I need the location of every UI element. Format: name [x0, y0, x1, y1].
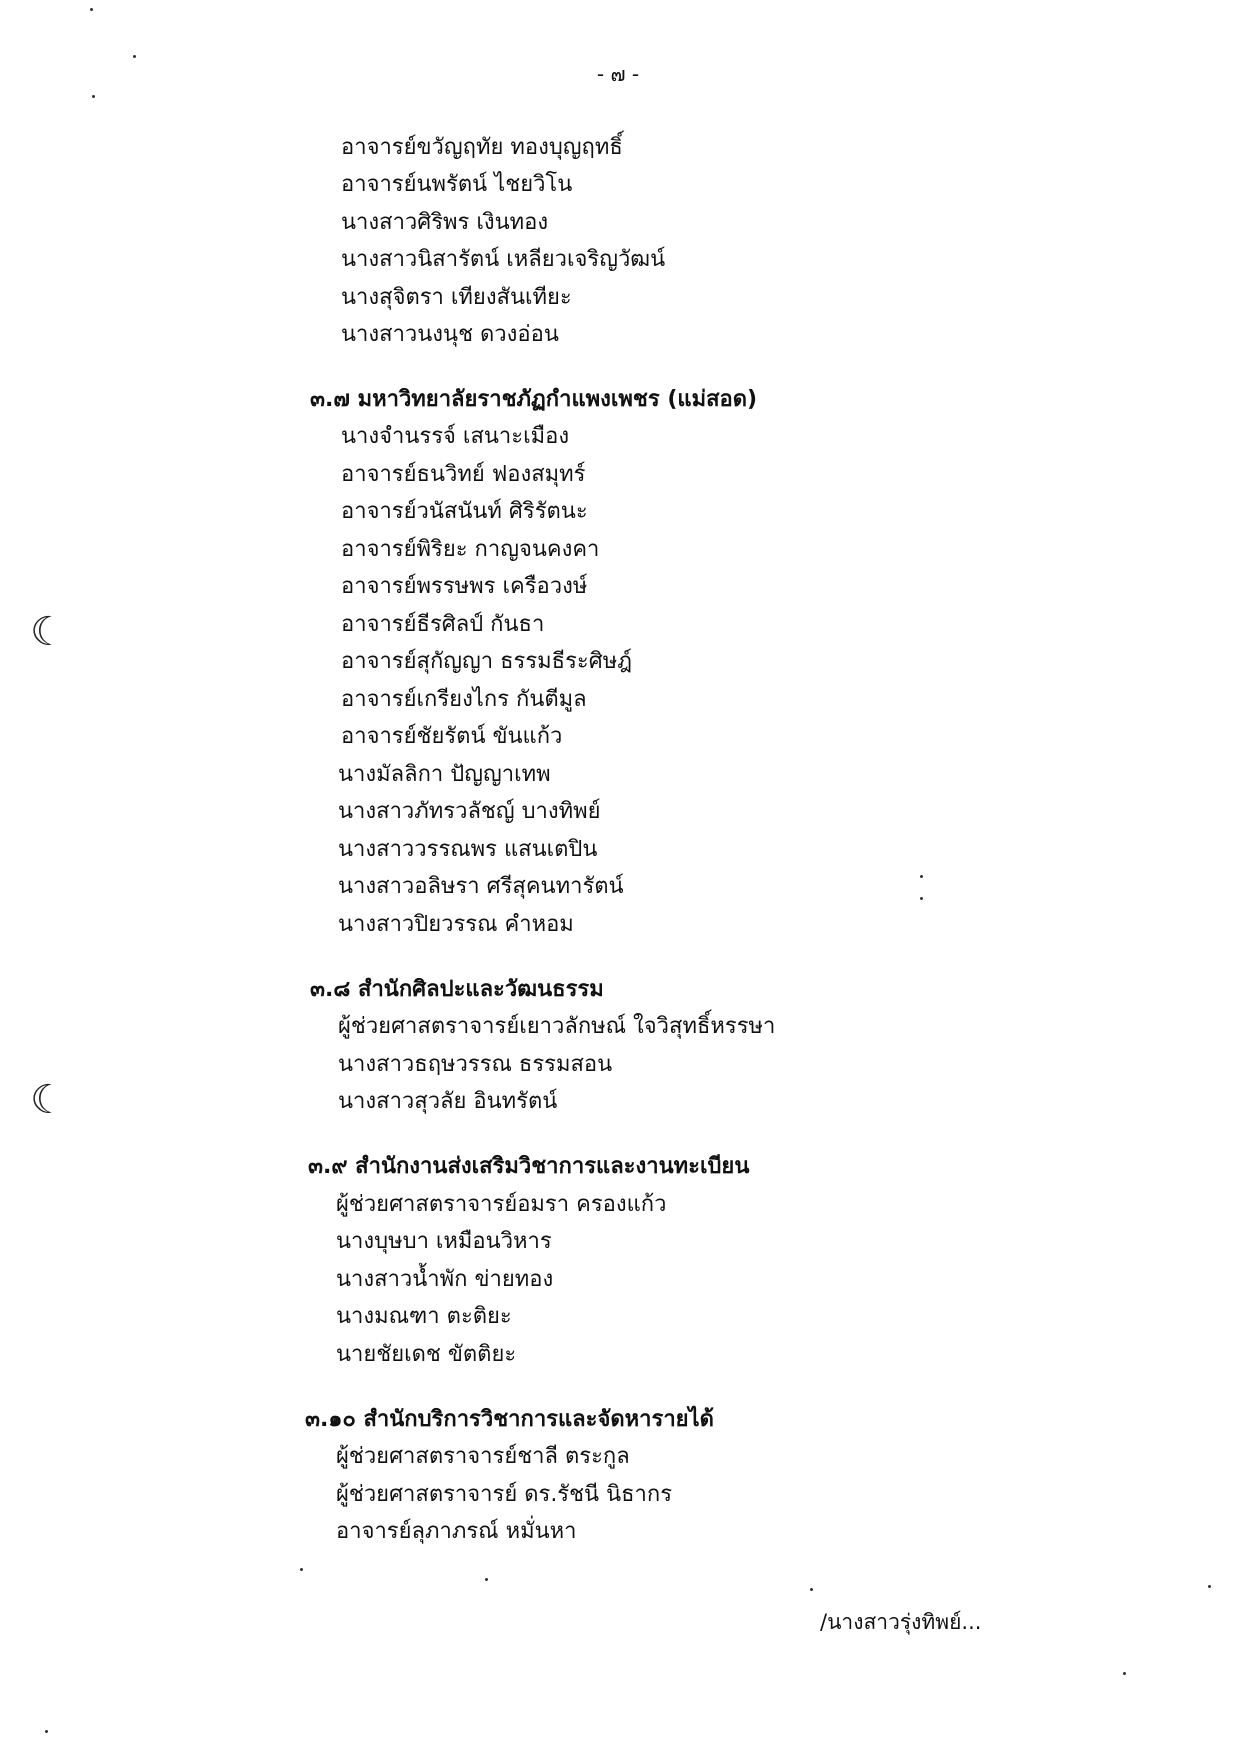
- scan-speck: [90, 8, 93, 11]
- name-line: นางสาวภัทรวลัชญ์ บางทิพย์: [338, 799, 601, 824]
- name-line: ผู้ช่วยศาสตราจารย์เยาวลักษณ์ ใจวิสุทธิ์หรรษา: [338, 1014, 776, 1039]
- name-line: อาจารย์ขวัญฤทัย ทองบุญฤทธิ์: [341, 135, 623, 160]
- name-line: ผู้ช่วยศาสตราจารย์อมรา ครองแก้ว: [336, 1192, 667, 1217]
- scan-speck: [92, 95, 95, 98]
- section-heading: ๓.๑๐ สำนักบริการวิชาการและจัดหารายได้: [305, 1407, 714, 1432]
- section-heading: ๓.๙ สำนักงานส่งเสริมวิชาการและงานทะเบียน: [308, 1154, 750, 1179]
- section-heading: ๓.๘ สำนักศิลปะและวัฒนธรรม: [310, 977, 604, 1002]
- scan-speck: [133, 55, 136, 58]
- name-line: นางจำนรรจ์ เสนาะเมือง: [341, 424, 570, 449]
- name-line: นางสาวนงนุช ดวงอ่อน: [341, 322, 559, 347]
- name-line: นางสาววรรณพร แสนเตปิน: [338, 837, 598, 862]
- name-line: ผู้ช่วยศาสตราจารย์ชาลี ตระกูล: [336, 1444, 630, 1469]
- punch-hole-mark-icon: ☾: [30, 1077, 66, 1123]
- name-line: นางมณฑา ตะติยะ: [336, 1304, 512, 1329]
- page-number: - ๗ -: [596, 62, 640, 86]
- name-line: นางสาวธฤษวรรณ ธรรมสอน: [338, 1052, 613, 1077]
- name-line: อาจารย์นพรัตน์ ไชยวิโน: [341, 172, 573, 197]
- section-heading: ๓.๗ มหาวิทยาลัยราชภัฏกำแพงเพชร (แม่สอด): [310, 387, 758, 412]
- scan-speck: [810, 1588, 813, 1591]
- name-line: นางสาวศิริพร เงินทอง: [341, 210, 549, 235]
- scan-speck: [300, 1568, 303, 1571]
- name-line: นางสาวน้ำพัก ข่ายทอง: [336, 1267, 554, 1292]
- name-line: นางมัลลิกา ปัญญาเทพ: [338, 762, 551, 787]
- punch-hole-mark-icon: ☾: [30, 609, 66, 655]
- name-line: นางบุษบา เหมือนวิหาร: [336, 1229, 552, 1254]
- name-line: อาจารย์ธีรศิลป์ กันธา: [341, 612, 545, 637]
- next-page-hint: /นางสาวรุ่งทิพย์...: [820, 1610, 982, 1634]
- name-line: นางสาวนิสารัตน์ เหลียวเจริญวัฒน์: [341, 247, 666, 272]
- name-line: นางสาวปิยวรรณ คำหอม: [338, 912, 574, 937]
- name-line: อาจารย์สุกัญญา ธรรมธีระศิษฎ์: [341, 649, 632, 674]
- name-line: ผู้ช่วยศาสตราจารย์ ดร.รัชนี นิธากร: [336, 1482, 673, 1507]
- name-line: อาจารย์วนัสนันท์ ศิริรัตนะ: [341, 499, 588, 524]
- scan-speck: [485, 1578, 488, 1581]
- scan-speck: [920, 897, 923, 900]
- name-line: นางสุจิตรา เทียงสันเทียะ: [341, 285, 572, 310]
- name-line: อาจารย์ธนวิทย์ ฟองสมุทร์: [341, 462, 586, 487]
- scan-speck: [1208, 1585, 1211, 1588]
- name-line: นายชัยเดช ขัตติยะ: [336, 1342, 517, 1367]
- name-line: อาจารย์ชัยรัตน์ ขันแก้ว: [341, 724, 563, 749]
- scan-speck: [920, 875, 923, 878]
- name-line: อาจารย์เกรียงไกร กันตีมูล: [341, 687, 587, 712]
- name-line: อาจารย์พิริยะ กาญจนคงคา: [341, 537, 600, 562]
- name-line: นางสาวอลิษรา ศรีสุคนทารัตน์: [338, 874, 624, 899]
- scan-speck: [1123, 1672, 1126, 1675]
- scan-speck: [45, 1730, 48, 1733]
- name-line: อาจารย์ลุภาภรณ์ หมั่นหา: [336, 1519, 577, 1544]
- name-line: นางสาวสุวลัย อินทรัตน์: [338, 1089, 558, 1114]
- name-line: อาจารย์พรรษพร เครือวงษ์: [341, 574, 588, 599]
